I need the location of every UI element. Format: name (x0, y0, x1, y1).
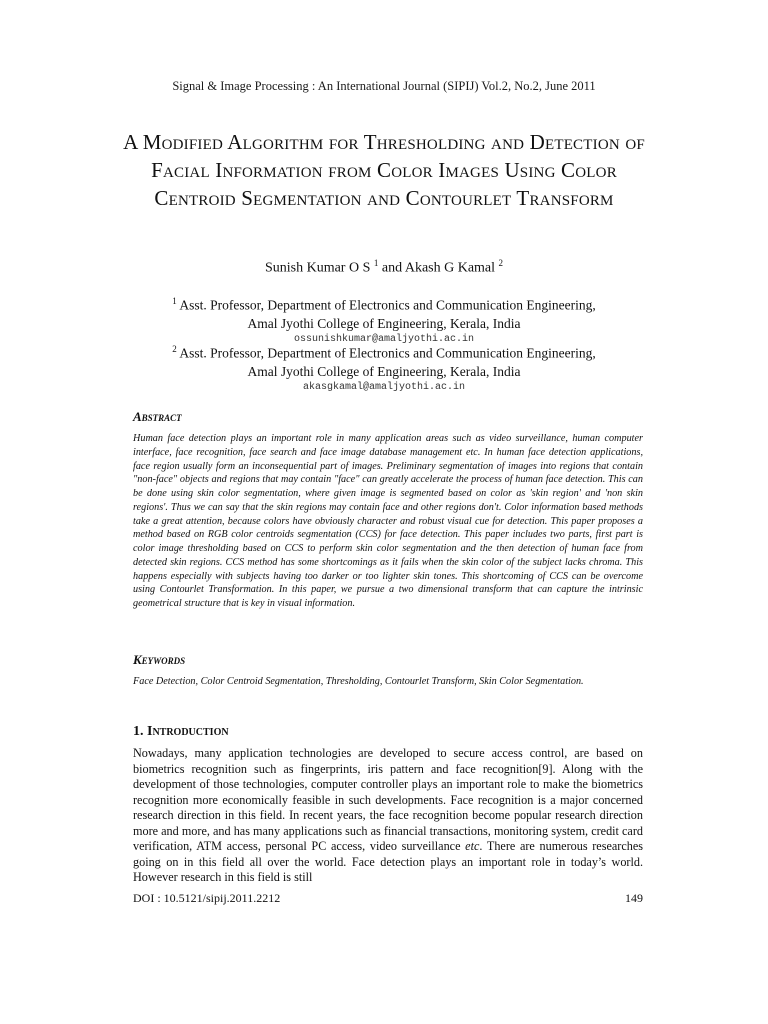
introduction-text-part: Nowadays, many application technologies are developed to secure access control, are based on biometrics recognition such as fingerprints, iris pattern and face recognition[9]. Along with the development of those technologies, computer controller plays an important role to make the biometrics recognition more economically feasible in such developments. Face recognition is a major concerned research direction in this field. In recent years, the face recognition become popular research direction more and more, and has many applications such as financial transactions, monitoring system, credit card verification, ATM access, personal PC access, video surveillance (133, 746, 643, 853)
journal-header: Signal & Image Processing : An International Journal (SIPIJ) Vol.2, No.2, June 2011 (172, 79, 596, 93)
paper-title: A Modified Algorithm for Thresholding and Detection of Facial Information from Color Images Using Color Centroid Segmentation and Contourlet Transform (123, 130, 645, 210)
author-name: Akash G Kamal (404, 260, 496, 276)
affiliation-line: Amal Jyothi College of Engineering, Kerala, India (247, 363, 521, 379)
author-name: Sunish Kumar O S (264, 260, 371, 276)
author-email: akasgkamal@amaljyothi.ac.in (302, 381, 466, 393)
introduction-text-part: . There are numerous researches going on in this field all over the world. Face detection plays an important role in today’s world. However research in this field is still (133, 839, 643, 884)
introduction-etc: etc (465, 839, 480, 853)
page-footer (133, 891, 643, 906)
page-number: 149 (625, 891, 643, 905)
abstract-text: Human face detection plays an important role in many application areas such as video surveillance, human computer interface, face recognition, face search and face image database management etc. In human face detection applications, face region usually form an inconsequential part of images. Preliminary segmentation of images into regions that contain "non-face" objects and regions that may contain "face" can greatly accelerate the process of human face detection. This can be done using skin color segmentation, where given image is segmented based on color as 'skin region' and 'non skin regions'. Thus we can say that the skin regions may contain face and other regions don't. Color information based methods take a great attention, because colors have obviously character and robust visual cue for detection. This paper proposes a method based on RGB color centroids segmentation (CCS) for face detection. This paper includes two parts, first part is color image thresholding based on CCS to perform skin color segmentation and the then detection of human face from detected skin regions. CCS method has some shortcomings as it fails when the skin color of the subject lacks chroma. This happens especially with subjects having too darker or too lighter skin tones. This shortcoming of CCS can be overcome using Contourlet Transformation. In this paper, we pursue a two dimensional transform that can capture the intrinsic geometrical structure that is key in visual information. (133, 433, 643, 609)
affiliation-line: Asst. Professor, Department of Electronics and Communication Engineering, (176, 297, 596, 313)
introduction-text (133, 746, 643, 886)
affiliation-superscript: 2 (172, 344, 177, 354)
author-superscript: 2 (498, 258, 504, 268)
affiliation-line: Asst. Professor, Department of Electronics and Communication Engineering, (176, 345, 596, 361)
author-joiner: and (378, 260, 405, 276)
affiliation-block (0, 292, 768, 346)
author-line (0, 258, 768, 277)
affiliation-line: Amal Jyothi College of Engineering, Kerala, India (247, 315, 521, 331)
keywords-text: Face Detection, Color Centroid Segmentation, Thresholding, Contourlet Transform, Skin Color Segmentation. (133, 676, 584, 687)
abstract-heading: Abstract (133, 409, 182, 424)
affiliation-superscript: 1 (172, 296, 177, 306)
doi-text: DOI : 10.5121/sipij.2011.2212 (133, 891, 281, 905)
affiliation-block (0, 340, 768, 394)
keywords-heading: Keywords (133, 652, 186, 667)
introduction-heading: 1. Introduction (133, 724, 229, 739)
author-email: ossunishkumar@amaljyothi.ac.in (293, 333, 475, 345)
author-superscript: 1 (373, 258, 379, 268)
